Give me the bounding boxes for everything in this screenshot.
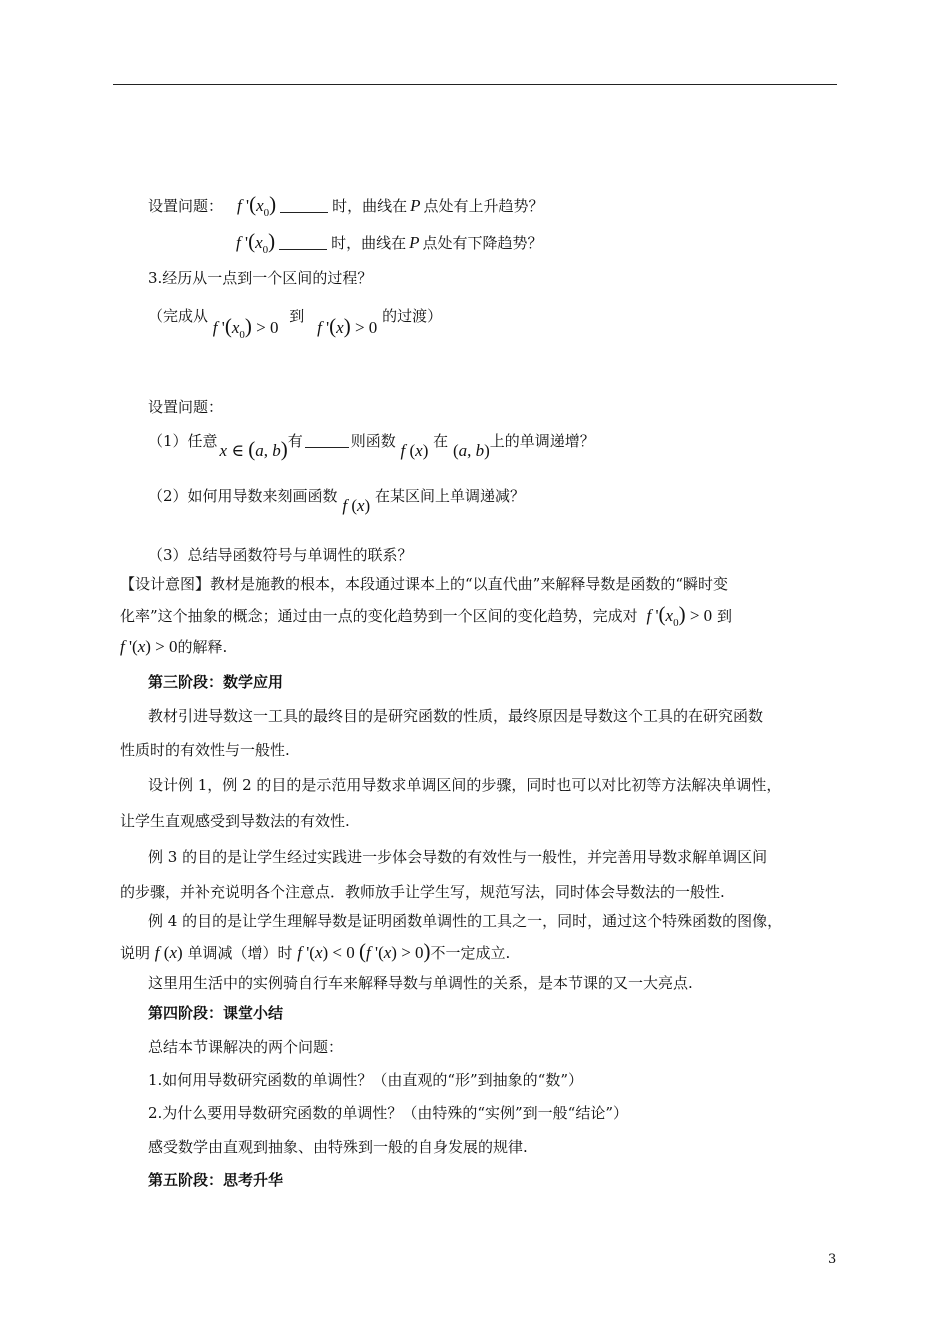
item-text: 上的单调递增？ [489, 432, 595, 450]
stage-3-para-1-cont: 性质时的有效性与一般性. [120, 741, 290, 759]
intent-text: 的解释. [177, 638, 228, 656]
intent-text: 到 [716, 607, 732, 625]
formula-fx: f (x) [154, 943, 183, 962]
questions-lead: 设置问题： [148, 398, 224, 416]
stage-3-para-5: 这里用生活中的实例骑自行车来解释导数与单调性的关系，是本节课的又一大亮点. [148, 974, 693, 992]
note-close: 的过渡） [382, 307, 443, 325]
stage-3-para-2-cont: 让学生直观感受到导数法的有效性. [120, 812, 350, 830]
stage-4-item-1: 1.如何用导数研究函数的单调性？（由直观的“形”到抽象的“数”） [148, 1071, 583, 1089]
item-text: 有 [287, 432, 303, 450]
formula-fprime-x0-gt-0: f '$(x_0) > 0$ [646, 602, 713, 629]
formula-fprime-x-lt-0: f '(x) < 0 (f '(x) > 0) [297, 939, 431, 963]
para-text: 单调减（增）时 [187, 944, 293, 962]
question-tail: 时，曲线在 [331, 234, 407, 252]
formula-fprime-x-gt-0: f '(x) > 0 [317, 314, 378, 338]
formula-fx: f (x) [400, 441, 429, 460]
para-text: 说明 [120, 944, 151, 962]
stage-3-heading: 第三阶段：数学应用 [148, 673, 284, 691]
formula-interval-ab: (a, b) [452, 441, 490, 460]
formula-fprime-x0-gt-0: f '$(x_0) > 0$ [212, 314, 279, 341]
note-mid: 到 [289, 307, 305, 325]
question-item-2 [148, 486, 525, 515]
question-tail: 时，曲线在 [332, 197, 408, 215]
item-text: （2）如何用导数来刻画函数 [148, 487, 338, 505]
stage-3-para-3: 例 3 的目的是让学生经过实践进一步体会导数的有效性与一般性，并完善用导数求解单调区间 [148, 848, 768, 866]
transition-note [148, 304, 443, 341]
section-3-title: 3.经历从一点到一个区间的过程？ [148, 269, 373, 287]
header-rule [113, 84, 837, 85]
question-lead: 设置问题： [148, 197, 224, 215]
question-item-3: （3）总结导函数符号与单调性的联系？ [148, 546, 413, 564]
stage-3-para-2: 设计例 1，例 2 的目的是示范用导数求单调区间的步骤，同时也可以对比初等方法解决单调性， [148, 776, 782, 794]
formula-fprime-x-gt-0: f '(x) > 0 [120, 637, 178, 656]
intent-text: 化率”这个抽象的概念；通过由一点的变化趋势到一个区间的变化趋势，完成对 [120, 607, 638, 625]
stage-3-para-1: 教材引进导数这一工具的最终目的是研究函数的性质，最终原因是导数这个工具的在研究函数 [148, 707, 764, 725]
formula-fx: f (x) [342, 496, 371, 515]
intent-line-1: 【设计意图】教材是施教的根本，本段通过课本上的“以直代曲”来解释导数是函数的“瞬时变 [120, 575, 729, 593]
formula-fprime-x0: f '$(x_0)$ [236, 229, 276, 256]
stage-4-item-2: 2.为什么要用导数研究函数的单调性？（由特殊的“实例”到一般“结论”） [148, 1104, 628, 1122]
fill-blank[interactable] [279, 235, 327, 250]
page-number: 3 [828, 1252, 837, 1267]
question-rising [148, 194, 544, 223]
question-falling [236, 231, 543, 260]
item-text: 在 [433, 432, 449, 450]
note-open: （完成从 [148, 307, 209, 325]
stage-5-heading: 第五阶段：思考升华 [148, 1171, 284, 1189]
stage-4-heading: 第四阶段：课堂小结 [148, 1004, 284, 1022]
stage-3-para-4-cont [120, 941, 510, 963]
item-text: 在某区间上单调递减？ [374, 487, 525, 505]
stage-3-para-4: 例 4 的目的是让学生理解导数是证明函数单调性的工具之一，同时，通过这个特殊函数的图像， [148, 912, 783, 930]
stage-4-para-2: 感受数学由直观到抽象、由特殊到一般的自身发展的规律. [148, 1138, 528, 1156]
item-text: 则函数 [350, 432, 396, 450]
item-text: （1）任意 [148, 432, 218, 450]
formula-x-in-ab: x ∈ (a, b) [219, 437, 288, 461]
intent-line-3 [120, 637, 227, 657]
point-p: P [410, 196, 421, 215]
fill-blank[interactable] [305, 433, 349, 448]
stage-4-para-1: 总结本节课解决的两个问题： [148, 1038, 344, 1056]
intent-line-2 [120, 604, 732, 633]
para-text: 不一定成立. [430, 944, 511, 962]
question-item-1 [148, 429, 595, 461]
question-end: 点处有上升趋势？ [423, 197, 544, 215]
question-end: 点处有下降趋势？ [422, 234, 543, 252]
stage-3-para-3-cont: 的步骤，并补充说明各个注意点．教师放手让学生写，规范写法，同时体会导数法的一般性. [120, 883, 725, 901]
fill-blank[interactable] [280, 198, 328, 213]
formula-fprime-x0: f '$(x_0)$ [237, 192, 277, 219]
point-p: P [409, 233, 420, 252]
